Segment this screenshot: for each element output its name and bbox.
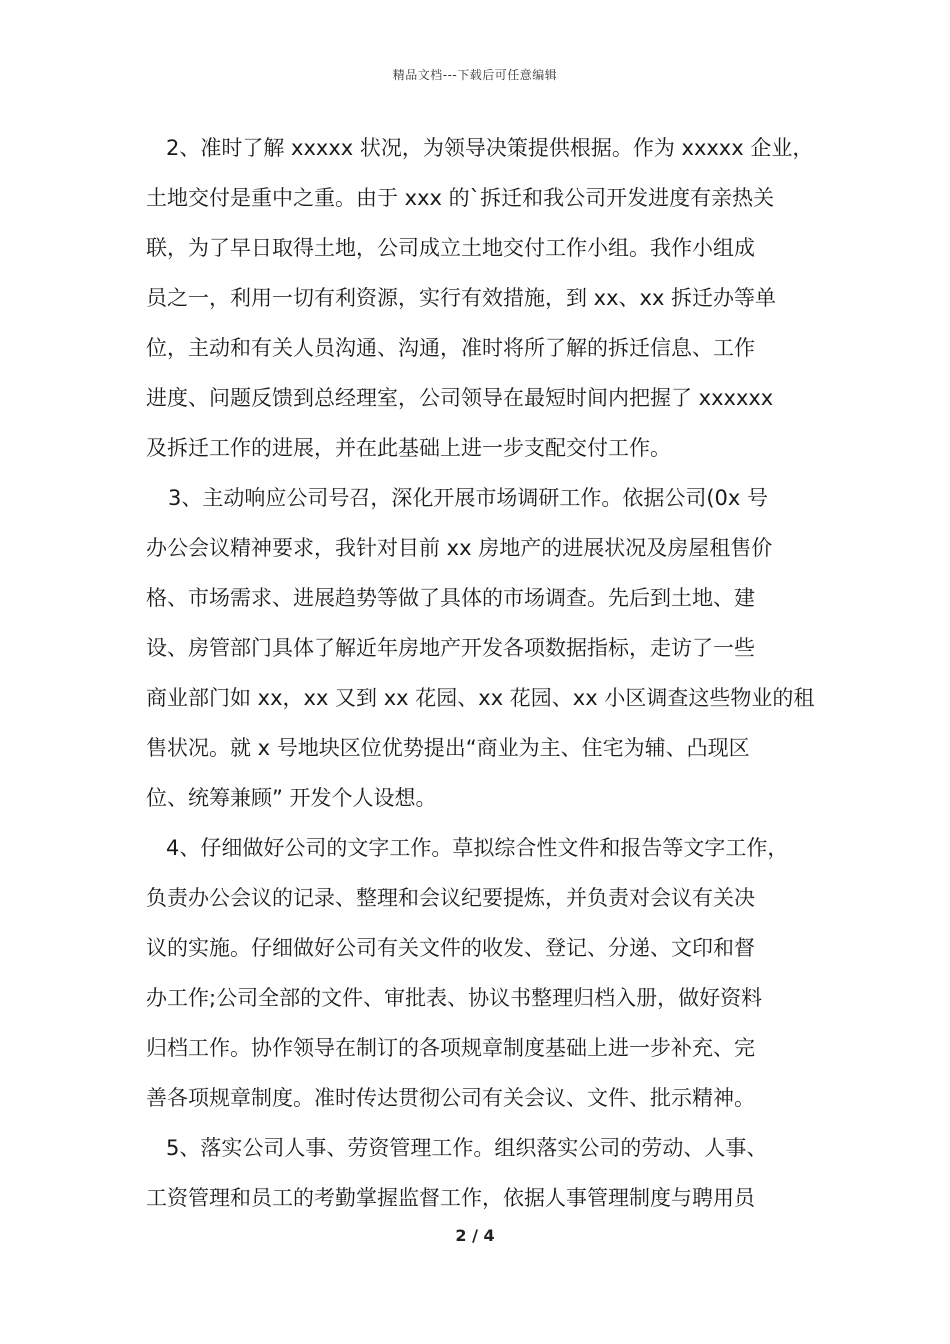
paragraph-line: 位、统筹兼顾” 开发个人设想。 <box>146 786 437 810</box>
paragraph-line: 议的实施。仔细做好公司有关文件的收发、登记、分递、文印和督 <box>146 936 755 960</box>
document-body <box>146 128 822 1228</box>
paragraph-line: 办公会议精神要求，我针对目前 xx 房地产的进展状况及房屋租售价 <box>146 536 773 560</box>
paragraph-line: 及拆迁工作的进展，并在此基础上进一步支配交付工作。 <box>146 436 671 460</box>
paragraph-line: 5、落实公司人事、劳资管理工作。组织落实公司的劳动、人事、 <box>166 1136 768 1160</box>
paragraph-line: 格、市场需求、进展趋势等做了具体的市场调查。先后到土地、建 <box>146 586 755 610</box>
paragraph-line: 联，为了早日取得土地，公司成立土地交付工作小组。我作小组成 <box>146 236 755 260</box>
paragraph-line: 善各项规章制度。准时传达贯彻公司有关会议、文件、批示精神。 <box>146 1086 755 1110</box>
paragraph-line: 位，主动和有关人员沟通、沟通，准时将所了解的拆迁信息、工作 <box>146 336 755 360</box>
paragraph-line: 负责办公会议的记录、整理和会议纪要提炼，并负责对会议有关决 <box>146 886 755 910</box>
paragraph-line: 进度、问题反馈到总经理室，公司领导在最短时间内把握了 xxxxxx <box>146 386 774 410</box>
paragraph-line: 土地交付是重中之重。由于 xxx 的`拆迁和我公司开发进度有亲热关 <box>146 186 775 210</box>
paragraph-line: 设、房管部门具体了解近年房地产开发各项数据指标，走访了一些 <box>146 636 755 660</box>
page-number: 2 / 4 <box>455 1226 495 1245</box>
paragraph-line: 员之一，利用一切有利资源，实行有效措施，到 xx、xx 拆迁办等单 <box>146 286 777 310</box>
paragraph-line: 2、准时了解 xxxxx 状况，为领导决策提供根据。作为 xxxxx 企业， <box>166 136 814 160</box>
paragraph-line: 售状况。就 x 号地块区位优势提出“商业为主、住宅为辅、凸现区 <box>146 736 750 760</box>
paragraph-line: 工资管理和员工的考勤掌握监督工作，依据人事管理制度与聘用员 <box>146 1186 755 1210</box>
paragraph-line: 3、主动响应公司号召，深化开展市场调研工作。依据公司(0x 号 <box>168 486 769 510</box>
document-header: 精品文档---下载后可任意编辑 <box>392 68 558 82</box>
paragraph-line: 4、仔细做好公司的文字工作。草拟综合性文件和报告等文字工作， <box>166 836 789 860</box>
paragraph-line: 归档工作。协作领导在制订的各项规章制度基础上进一步补充、完 <box>146 1036 755 1060</box>
paragraph-line: 办工作;公司全部的文件、审批表、协议书整理归档入册，做好资料 <box>146 986 763 1010</box>
paragraph-line: 商业部门如 xx，xx 又到 xx 花园、xx 花园、xx 小区调查这些物业的租 <box>146 686 815 710</box>
